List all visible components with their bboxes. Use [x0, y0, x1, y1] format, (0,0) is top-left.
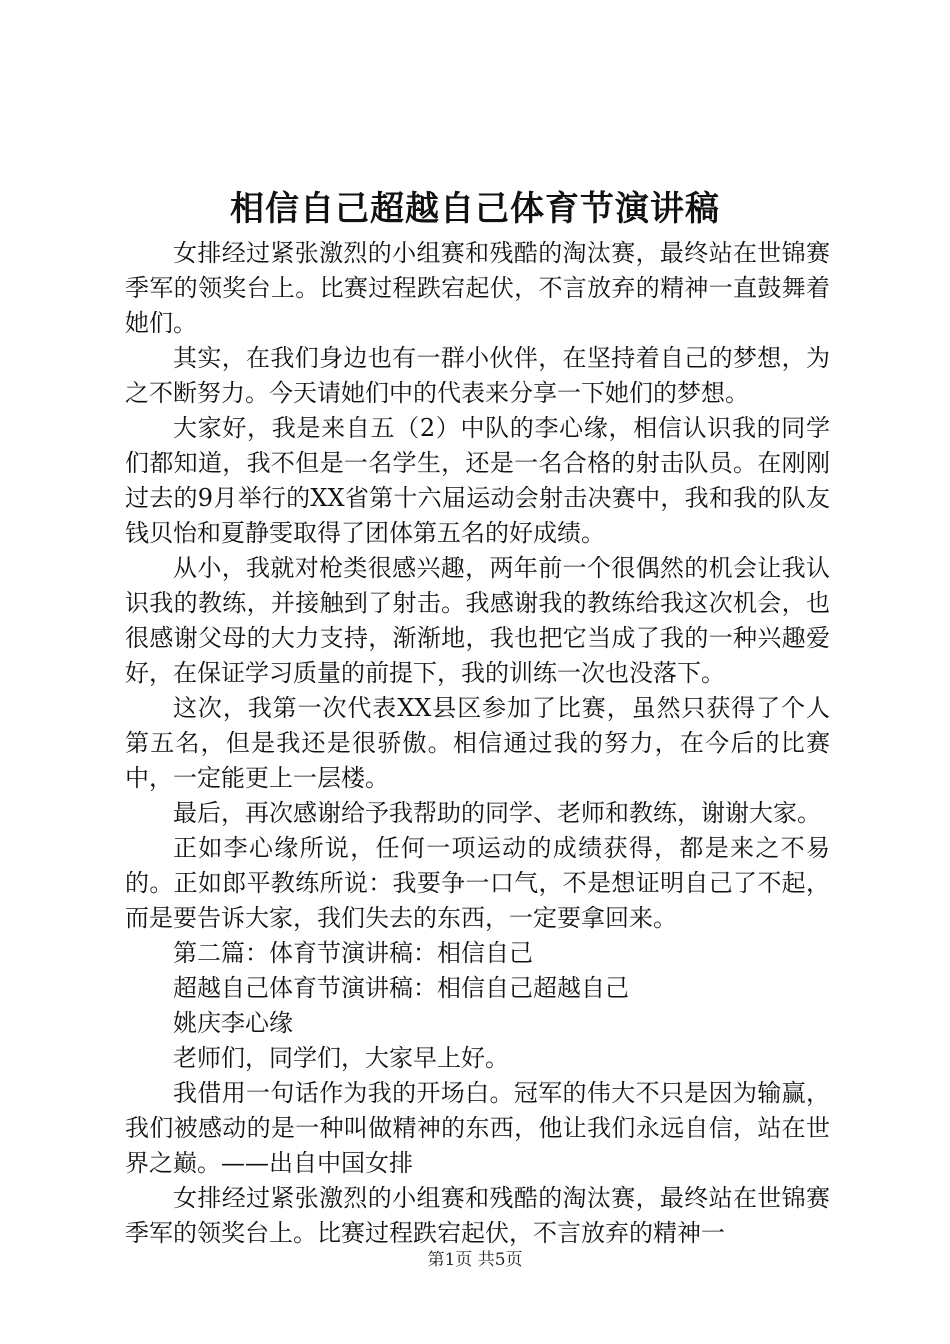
- paragraph: 女排经过紧张激烈的小组赛和残酷的淘汰赛，最终站在世锦赛季军的领奖台上。比赛过程跌宕起伏，不言放弃的精神一直鼓舞着她们。: [125, 239, 830, 337]
- paragraph: 大家好，我是来自五（2）中队的李心缘，相信认识我的同学们都知道，我不但是一名学生，还是一名合格的射击队员。在刚刚过去的9月举行的XX省第十六届运动会射击决赛中，我和我的队友钱贝怡和夏静雯取得了团体第五名的好成绩。: [125, 414, 830, 547]
- paragraph: 正如李心缘所说，任何一项运动的成绩获得，都是来之不易的。正如郎平教练所说：我要争一口气，不是想证明自己了不起，而是要告诉大家，我们失去的东西，一定要拿回来。: [125, 834, 830, 932]
- paragraph: 从小，我就对枪类很感兴趣，两年前一个很偶然的机会让我认识我的教练，并接触到了射击。我感谢我的教练给我这次机会，也很感谢父母的大力支持，渐渐地，我也把它当成了我的一种兴趣爱好，在保证学习质量的前提下，我的训练一次也没落下。: [125, 554, 830, 687]
- document-body: [125, 236, 830, 1251]
- document-title: 相信自己超越自己体育节演讲稿: [230, 189, 720, 229]
- greeting-line: 老师们，同学们，大家早上好。: [173, 1044, 509, 1072]
- author-line: 姚庆李心缘: [173, 1009, 293, 1037]
- paragraph: 其实，在我们身边也有一群小伙伴，在坚持着自己的梦想，为之不断努力。今天请她们中的代表来分享一下她们的梦想。: [125, 344, 830, 407]
- paragraph: 最后，再次感谢给予我帮助的同学、老师和教练，谢谢大家。: [173, 799, 821, 827]
- paragraph: 我借用一句话作为我的开场白。冠军的伟大不只是因为输赢，我们被感动的是一种叫做精神的东西，他让我们永远自信，站在世界之巅。——出自中国女排: [125, 1079, 830, 1177]
- paragraph: 女排经过紧张激烈的小组赛和残酷的淘汰赛，最终站在世锦赛季军的领奖台上。比赛过程跌宕起伏，不言放弃的精神一: [125, 1184, 830, 1247]
- paragraph: 这次，我第一次代表XX县区参加了比赛，虽然只获得了个人第五名，但是我还是很骄傲。相信通过我的努力，在今后的比赛中，一定能更上一层楼。: [125, 694, 830, 792]
- section-subheading: 超越自己体育节演讲稿：相信自己超越自己: [173, 974, 629, 1002]
- page-footer: 第1页 共5页: [427, 1250, 523, 1270]
- section-heading: 第二篇：体育节演讲稿：相信自己: [173, 939, 533, 967]
